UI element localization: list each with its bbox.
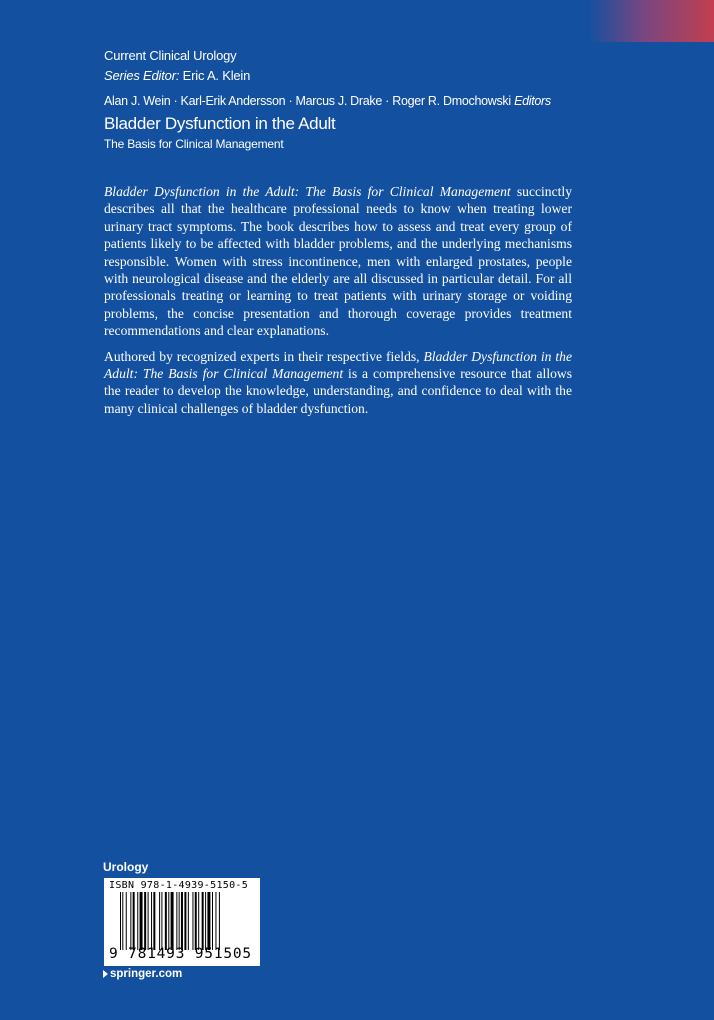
series-editor-role: Series Editor: — [104, 68, 180, 83]
barcode-bar — [219, 892, 220, 950]
barcode-bar — [165, 892, 167, 950]
barcode-bar — [192, 892, 193, 950]
barcode-bar — [179, 892, 180, 950]
barcode-bars — [120, 892, 256, 950]
barcode-bar — [140, 892, 143, 950]
barcode-bar — [144, 892, 146, 950]
barcode-bar — [168, 892, 169, 950]
barcode-bar — [161, 892, 162, 950]
barcode-bar — [171, 892, 174, 950]
barcode-bar — [184, 892, 186, 950]
description-text-2: is a comprehensive resource that allows the reader to develop the knowledge, understanding, and confidence to deal with the many clinical challenges of bladder dysfunction. — [104, 366, 572, 416]
book-subtitle: The Basis for Clinical Management — [104, 137, 284, 151]
barcode-bar — [126, 892, 127, 950]
corner-color-band — [588, 0, 714, 42]
barcode-bar — [198, 892, 199, 950]
description-title-ref: Bladder Dysfunction in the Adult: The Basis for Clinical Management — [104, 184, 511, 199]
description-title-ref-2: Bladder Dysfunction in the Adult: The Basis for Clinical Management — [104, 348, 572, 382]
barcode-bar — [176, 892, 177, 950]
series-editor — [104, 68, 250, 83]
series-editor-name: Eric A. Klein — [182, 68, 251, 83]
barcode-bar — [212, 892, 213, 950]
editor-names: Alan J. Wein · Karl-Erik Andersson · Marcus J. Drake · Roger R. Dmochowski — [104, 94, 511, 108]
barcode-bar — [215, 892, 216, 950]
barcode-bar — [120, 892, 121, 950]
isbn-label: ISBN 978-1-4939-5150-5 — [109, 880, 249, 891]
barcode-bar — [151, 892, 152, 950]
subject-label: Urology — [103, 860, 149, 874]
book-title: Bladder Dysfunction in the Adult — [104, 114, 336, 133]
barcode-bar — [133, 892, 135, 950]
barcode-bar — [137, 892, 138, 950]
barcode-bar — [153, 892, 155, 950]
description-text-1: succinctly describes all that the healthcare professional needs to know when treating lower urinary tract symptoms. The book describes how to assess and treat every group of patients likely to be affected with bladder problems, and the underlying mechanisms responsible. Women with stress incontinence, men with enlarged prostates, people with neurological disease and the elderly are all discussed in particular detail. For all professionals treating or learning to treat patients with urinary storage or voiding problems, the concise presentation and thorough coverage provides treatment recommendations and clear explanations. — [104, 184, 572, 339]
publisher-website[interactable] — [103, 968, 182, 980]
description-lead-2: Authored by recognized experts in their respective fields, — [104, 348, 420, 364]
barcode-bar — [148, 892, 149, 950]
barcode-bar — [205, 892, 206, 950]
barcode-bar — [195, 892, 197, 950]
editors-role: Editors — [514, 94, 551, 108]
barcode-bar — [188, 892, 189, 950]
description-paragraph-1 — [104, 183, 572, 340]
barcode-bar — [202, 892, 204, 950]
series-title: Current Clinical Urology — [104, 48, 237, 63]
barcode-bar — [207, 892, 210, 950]
book-editors — [104, 94, 551, 108]
barcode-bar — [130, 892, 131, 950]
barcode — [104, 878, 260, 966]
barcode-bar — [181, 892, 183, 950]
barcode-bar — [159, 892, 160, 950]
description-paragraph-2 — [104, 348, 572, 418]
arrow-right-icon — [103, 970, 108, 978]
website-label: springer.com — [110, 968, 183, 980]
barcode-bar — [122, 892, 123, 950]
book-description — [104, 183, 572, 425]
barcode-digits: 9 781493 951505 — [109, 946, 252, 962]
